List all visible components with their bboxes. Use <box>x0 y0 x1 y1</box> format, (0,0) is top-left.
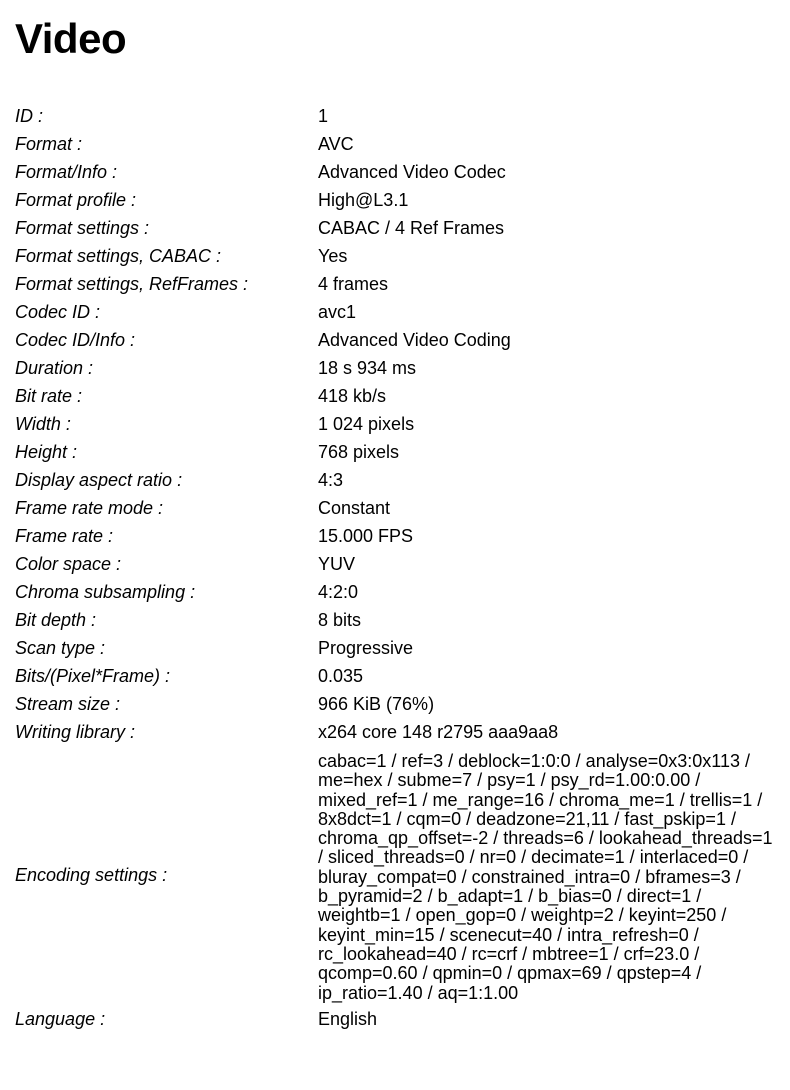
property-label: Format settings, RefFrames : <box>15 274 249 294</box>
property-value: 768 pixels <box>318 442 400 462</box>
properties-table <box>15 102 775 1033</box>
property-value: Constant <box>318 498 391 518</box>
property-value: avc1 <box>318 302 357 322</box>
property-row <box>15 690 775 718</box>
property-value: 18 s 934 ms <box>318 358 417 378</box>
property-row <box>15 242 775 270</box>
property-row <box>15 606 775 634</box>
property-value: 4 frames <box>318 274 389 294</box>
property-row <box>15 494 775 522</box>
property-row <box>15 130 775 158</box>
property-value: 1 <box>318 106 329 126</box>
property-label: Color space : <box>15 554 122 574</box>
property-row <box>15 298 775 326</box>
section-title: Video <box>15 15 127 62</box>
property-row <box>15 1005 775 1033</box>
properties-body <box>15 102 775 1033</box>
property-row <box>15 354 775 382</box>
property-label: Codec ID : <box>15 302 101 322</box>
property-label: Bit rate : <box>15 386 83 406</box>
property-value: YUV <box>318 554 356 574</box>
property-row <box>15 522 775 550</box>
property-label: Bits/(Pixel*Frame) : <box>15 666 171 686</box>
property-label: Height : <box>15 442 78 462</box>
property-label: Codec ID/Info : <box>15 330 136 350</box>
property-value: Yes <box>318 246 348 266</box>
property-label: Writing library : <box>15 722 136 742</box>
property-label: Format settings : <box>15 218 150 238</box>
property-label: Scan type : <box>15 638 106 658</box>
property-row <box>15 410 775 438</box>
property-row <box>15 718 775 746</box>
property-value: 1 024 pixels <box>318 414 415 434</box>
property-value: Advanced Video Coding <box>318 330 511 350</box>
property-label: Display aspect ratio : <box>15 470 183 490</box>
property-value: 8 bits <box>318 610 362 630</box>
property-label: Stream size : <box>15 694 121 714</box>
property-label: Language : <box>15 1008 106 1029</box>
property-row <box>15 634 775 662</box>
property-row <box>15 438 775 466</box>
property-value: English <box>318 1008 378 1029</box>
property-row <box>15 326 775 354</box>
property-value: Progressive <box>318 638 414 658</box>
property-value: Advanced Video Codec <box>318 162 506 182</box>
property-label: Width : <box>15 414 71 434</box>
property-row <box>15 578 775 606</box>
property-label: Format settings, CABAC : <box>15 246 222 266</box>
property-value: 418 kb/s <box>318 386 387 406</box>
property-row <box>15 746 775 1005</box>
property-label: Encoding settings : <box>15 865 168 886</box>
property-label: Format : <box>15 134 83 154</box>
property-row <box>15 662 775 690</box>
property-row <box>15 550 775 578</box>
property-row <box>15 186 775 214</box>
property-label: Chroma subsampling : <box>15 582 196 602</box>
property-value: 4:2:0 <box>318 582 359 602</box>
property-label: Frame rate mode : <box>15 498 164 518</box>
property-row <box>15 270 775 298</box>
property-label: Format profile : <box>15 190 137 210</box>
property-value: x264 core 148 r2795 aaa9aa8 <box>318 722 559 742</box>
property-label: Frame rate : <box>15 526 114 546</box>
property-row <box>15 466 775 494</box>
property-row <box>15 102 775 130</box>
property-value: AVC <box>318 134 354 154</box>
property-value: 15.000 FPS <box>318 526 414 546</box>
property-value: High@L3.1 <box>318 190 409 210</box>
property-value: 4:3 <box>318 470 344 490</box>
property-value: 966 KiB (76%) <box>318 694 435 714</box>
property-label: ID : <box>15 106 44 126</box>
property-label: Bit depth : <box>15 610 97 630</box>
property-row <box>15 214 775 242</box>
property-row <box>15 382 775 410</box>
property-label: Duration : <box>15 358 94 378</box>
property-value: cabac=1 / ref=3 / deblock=1:0:0 / analyse=0x3:0x113 / me=hex / subme=7 / psy=1 / psy_rd=1.00:0.00 / mixed_ref=1 / me_range=16 / chroma_me=1 / trellis=1 / 8x8dct=1 / cqm=0 / deadzone=21,11 / fast_pskip=1 / chroma_qp_offset=-2 / threads=6 / lookahead_threads=1 / sliced_threads=0 / nr=0 / decimate=1 / interlaced=0 / bluray_compat=0 / constrained_intra=0 / bframes=3 / b_pyramid=2 / b_adapt=1 / b_bias=0 / direct=1 / weightb=1 / open_gop=0 / weightp=2 / keyint=250 / keyint_min=15 / scenecut=40 / intra_refresh=0 / rc_lookahead=40 / rc=crf / mbtree=1 / crf=23.0 / qcomp=0.60 / qpmin=0 / qpmax=69 / qpstep=4 / ip_ratio=1.40 / aq=1:1.00 <box>318 751 773 1003</box>
property-value: CABAC / 4 Ref Frames <box>318 218 505 238</box>
property-row <box>15 158 775 186</box>
property-label: Format/Info : <box>15 162 118 182</box>
property-value: 0.035 <box>318 666 364 686</box>
